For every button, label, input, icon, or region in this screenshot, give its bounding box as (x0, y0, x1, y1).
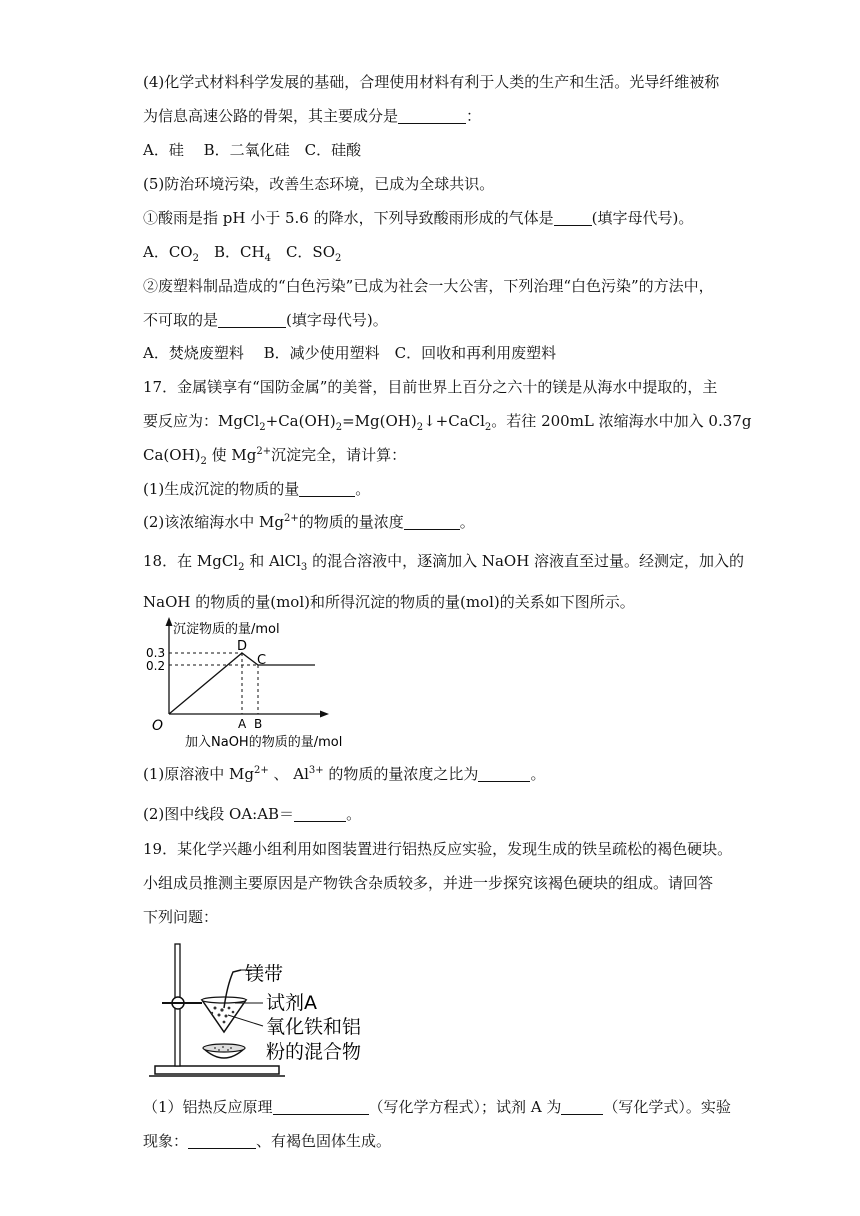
answer-blank[interactable] (398, 109, 466, 124)
q17-sub1: (1)生成沉淀的物质的量 。 (143, 480, 371, 498)
q17-line1: 17．金属镁享有“国防金属”的美誉，目前世界上百分之六十的镁是从海水中提取的，主 (143, 378, 718, 396)
q18-sub2: (2)图中线段 OA:AB＝ 。 (143, 805, 362, 823)
precipitate-chart (140, 612, 390, 752)
answer-blank[interactable] (561, 1100, 603, 1115)
q18-sub1: (1)原溶液中 $Mg^{2+}$ 、 $Al^{3+}$ 的物质的量浓度之比为 。 (143, 765, 546, 783)
q17-line2: 要反应为：$MgCl_2+Ca(OH)_2=Mg(OH)_2↓+CaCl_2$。若往 200mL 浓缩海水中加入 0.37g (143, 412, 752, 433)
x-axis-arrow (320, 711, 329, 718)
answer-blank[interactable] (188, 1134, 256, 1149)
q18-line1: 18．在 MgCl$_2$ 和 AlCl$_3$ 的混合溶液中，逐滴加入 NaOH 溶液直至过量。经测定，加入的 (143, 552, 745, 573)
q19-line3: 下列问题： (143, 908, 219, 926)
x-axis-label: 加入NaOH的物质的量/mol (185, 735, 343, 750)
y-tick-0.3: 0.3 (146, 646, 166, 660)
label-reagent-a: 试剂A (266, 992, 317, 1014)
q19-line1: 19．某化学兴趣小组利用如图装置进行铝热反应实验，发现生成的铁呈疏松的褐色硬块。 (143, 840, 733, 858)
pointer-mixture (228, 1015, 263, 1026)
stand-base (155, 1066, 279, 1074)
point-label-D: D (237, 639, 248, 654)
q19-line2: 小组成员推测主要原因是产物铁含杂质较多，并进一步探究该褐色硬块的组成。请回答 (143, 874, 714, 892)
answer-blank[interactable] (404, 515, 460, 530)
q5-sub2-options: A．焚烧废塑料 B．减少使用塑料 C．回收和再利用废塑料 (143, 344, 557, 362)
answer-blank[interactable] (478, 767, 530, 782)
q5-sub2-line2: 不可取的是 (填字母代号)。 (143, 311, 388, 329)
thermite-apparatus-figure (145, 936, 375, 1082)
q4-line2: 为信息高速公路的骨架，其主要成分是 ： (143, 107, 482, 125)
x-tick-A: A (238, 717, 247, 731)
answer-blank[interactable] (273, 1100, 369, 1115)
x-tick-B: B (254, 717, 263, 731)
point-label-C: C (257, 653, 267, 668)
q5-sub1: ①酸雨是指 pH 小于 5.6 的降水，下列导致酸雨形成的气体是 (填字母代号)。 (143, 209, 694, 227)
q19-sub1-line2: 现象： 、有褐色固体生成。 (143, 1132, 392, 1150)
answer-blank[interactable] (294, 807, 346, 822)
y-axis-arrow (166, 617, 173, 626)
label-mixture-line2: 粉的混合物 (266, 1041, 362, 1063)
q19-sub1: （1）铝热反应原理 （写化学方程式）；试剂 A 为 （写化学式）。实验 (143, 1098, 731, 1116)
q4-options: A．硅 B．二氧化硅 C．硅酸 (143, 141, 362, 159)
answer-blank[interactable] (299, 482, 355, 497)
q5-sub2-line1: ②废塑料制品造成的“白色污染”已成为社会一大公害，下列治理“白色污染”的方法中， (143, 277, 714, 295)
q18-line2: NaOH 的物质的量(mol)和所得沉淀的物质的量(mol)的关系如下图所示。 (143, 593, 635, 611)
q5-intro: (5)防治环境污染，改善生态环境，已成为全球共识。 (143, 175, 495, 193)
label-magnesium-ribbon: 镁带 (245, 963, 284, 985)
q5-sub1-options: A．$CO_2$ B．$CH_4$ C．$SO_2$ (143, 243, 342, 264)
y-axis-label: 沉淀物质的量/mol (173, 622, 280, 637)
label-mixture-line1: 氧化铁和铝 (266, 1016, 362, 1038)
answer-blank[interactable] (218, 313, 286, 328)
origin-label: O (152, 718, 164, 734)
q17-sub2: (2)该浓缩海水中 $Mg^{2+}$的物质的量浓度 。 (143, 513, 475, 531)
y-tick-0.2: 0.2 (146, 659, 166, 673)
q17-line3: $Ca(OH)_2$ 使 $Mg^{2+}$沉淀完全，请计算： (143, 446, 407, 467)
q4-line1: (4)化学式材料科学发展的基础，合理使用材料有利于人类的生产和生活。光导纤维被称 (143, 73, 720, 91)
answer-blank[interactable] (554, 211, 592, 226)
